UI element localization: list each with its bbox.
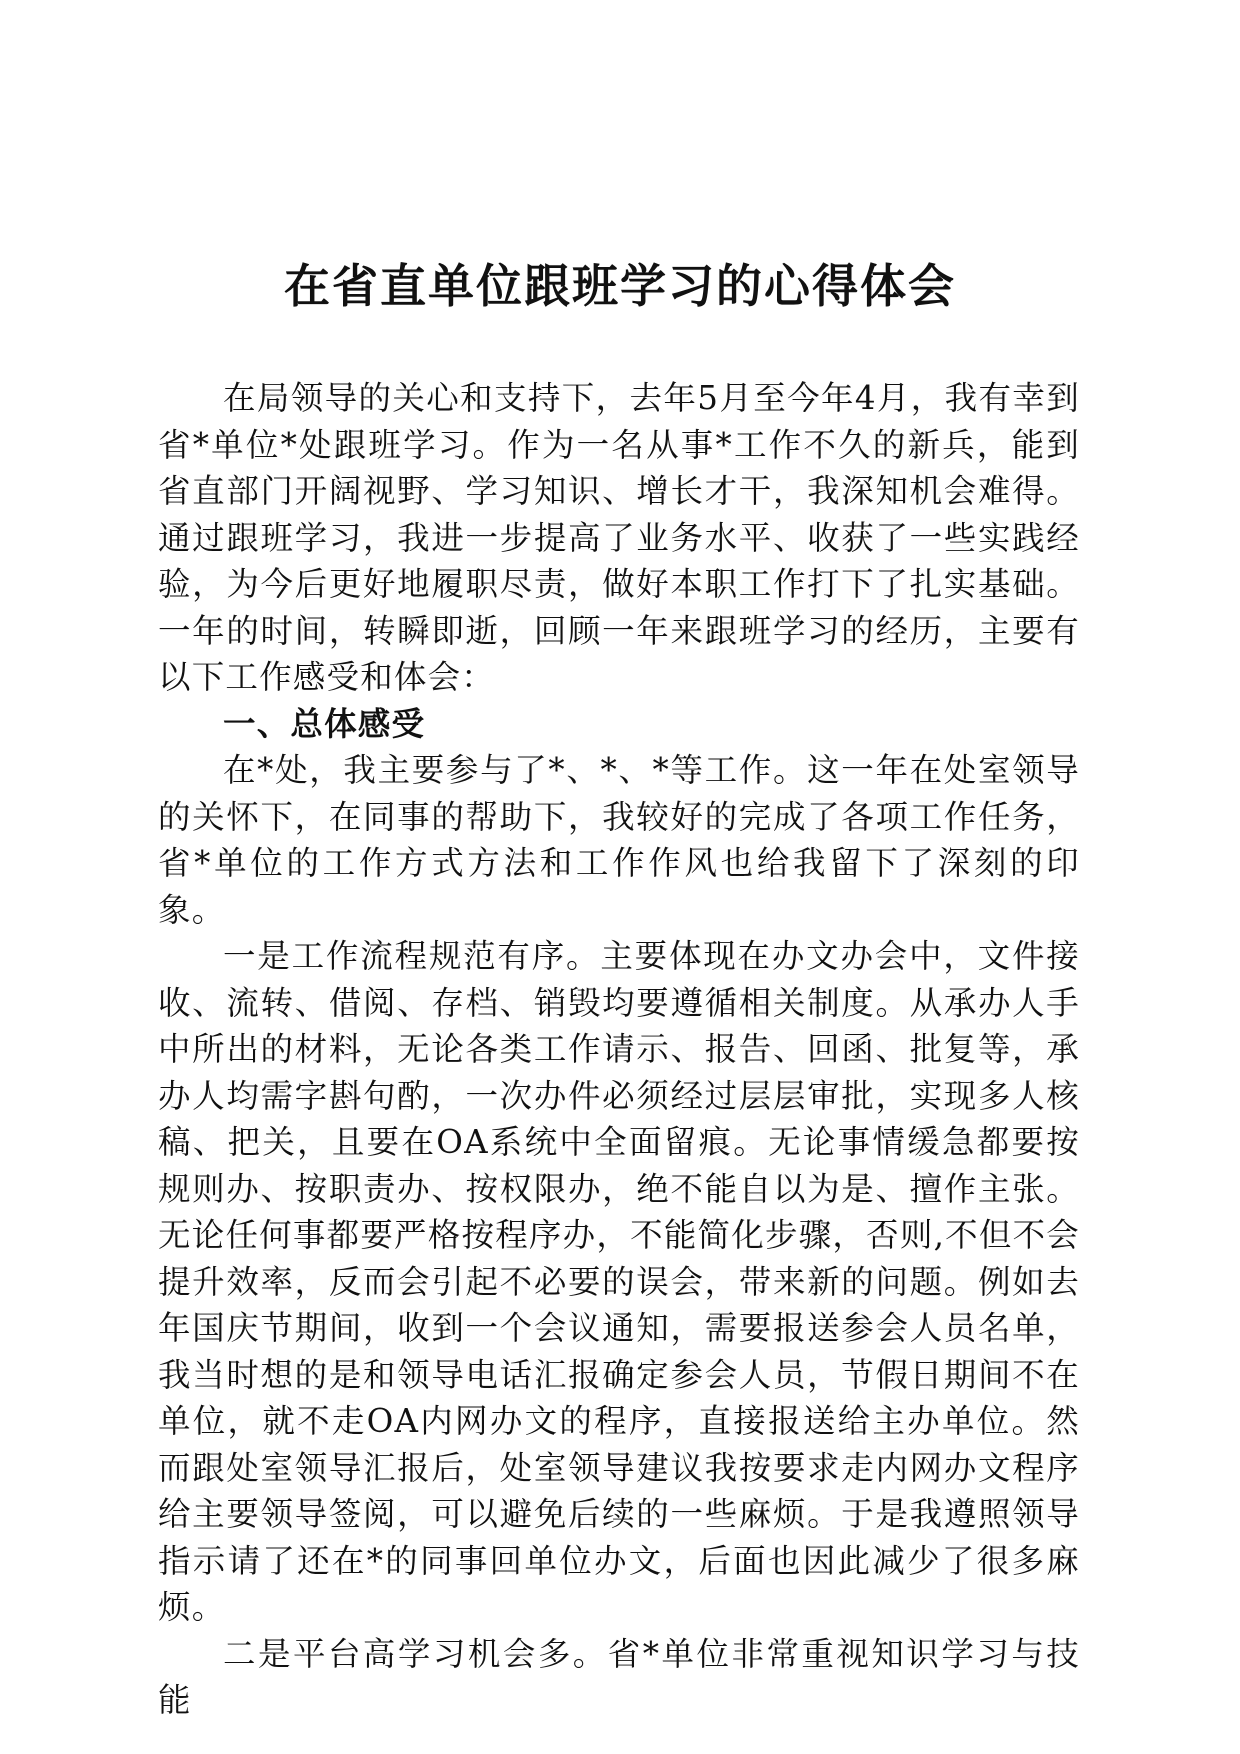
paragraph-lead-learning: 二是平台高学习机会多。 <box>223 1634 608 1673</box>
paragraph-text-workflow: 主要体现在办文办会中，文件接收、流转、借阅、存档、销毁均要遵循相关制度。从承办人手中所出的材料，无论各类工作请示、报告、回函、批复等，承办人均需字斟句酌，一次办件必须经过层层审批，实现多人核稿、把关，且要在OA系统中全面留痕。无论事情缓急都要按规则办、按职责办、按权限办，绝不能自以为是、擅作主张。无论任何事都要严格按程序办，不能简化步骤，否则,不但不会提升效率，反而会引起不必要的误会，带来新的问题。例如去年国庆节期间，收到一个会议通知，需要报送参会人员名单，我当时想的是和领导电话汇报确定参会人员，节假日期间不在单位，就不走OA内网办文的程序，直接报送给主办单位。然而跟处室领导汇报后，处室领导建议我按要求走内网办文程序给主要领导签阅，可以避免后续的一些麻烦。于是我遵照领导指示请了还在*的同事回单位办文，后面也因此减少了很多麻烦。 <box>158 937 1080 1626</box>
paragraph-intro: 在局领导的关心和支持下，去年5月至今年4月，我有幸到省*单位*处跟班学习。作为一名从事*工作不久的新兵，能到省直部门开阔视野、学习知识、增长才干，我深知机会难得。通过跟班学习，我进一步提高了业务水平、收获了一些实践经验，为今后更好地履职尽责，做好本职工作打下了扎实基础。一年的时间，转瞬即逝，回顾一年来跟班学习的经历，主要有以下工作感受和体会： <box>158 379 1080 696</box>
paragraph-text-learning: 省*单位非常重视知识学习与技能 <box>158 1634 1080 1719</box>
page-title: 在省直单位跟班学习的心得体会 <box>284 259 956 313</box>
paragraph-workflow <box>158 933 1080 1631</box>
paragraph-work-overview: 在*处，我主要参与了*、*、*等工作。这一年在处室领导的关怀下，在同事的帮助下，我较好的完成了各项工作任务，省*单位的工作方式方法和工作作风也给我留下了深刻的印象。 <box>158 751 1080 929</box>
paragraph-lead-workflow: 一是工作流程规范有序。 <box>223 937 601 975</box>
paragraph-learning-opportunities <box>158 1631 1080 1724</box>
section-heading-overall: 一、总体感受 <box>223 703 426 743</box>
document-body <box>158 375 1080 1724</box>
